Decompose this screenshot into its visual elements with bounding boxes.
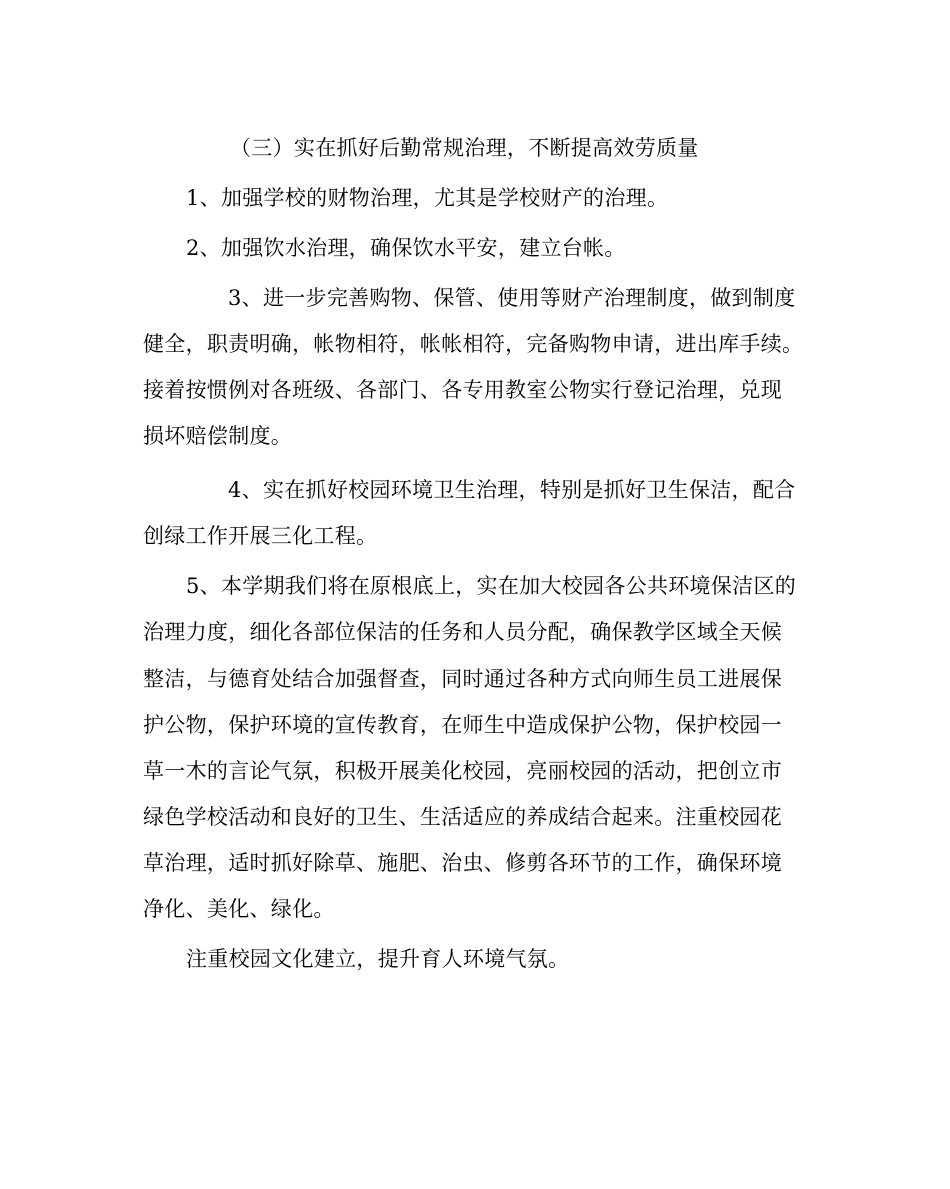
paragraph-5-line-5: 草一木的言论气氛，积极开展美化校园，亮丽校园的活动，把创立市 xyxy=(143,759,782,783)
paragraph-3-line-2: 健全，职责明确，帐物相符，帐帐相符，完备购物申请，进出库手续。 xyxy=(143,332,804,356)
paragraph-5-line-6: 绿色学校活动和良好的卫生、生活适应的养成结合起来。注重校园花 xyxy=(143,805,782,829)
paragraph-2-line-1: 2、加强饮水治理，确保饮水平安，建立台帐。 xyxy=(186,236,626,260)
paragraph-4-line-1: 4、实在抓好校园环境卫生治理，特别是抓好卫生保洁，配合 xyxy=(228,478,796,502)
paragraph-5-line-1: 5、本学期我们将在原根底上，实在加大校园各公共环境保洁区的 xyxy=(186,574,797,598)
paragraph-5-line-8: 净化、美化、绿化。 xyxy=(143,897,335,921)
paragraph-3-line-3: 接着按惯例对各班级、各部门、各专用教室公物实行登记治理，兑现 xyxy=(143,378,782,402)
paragraph-5-line-4: 护公物，保护环境的宣传教育，在师生中造成保护公物，保护校园一 xyxy=(143,713,782,737)
section-heading: （三）实在抓好后勤常规治理，不断提高效劳质量 xyxy=(230,136,699,160)
paragraph-5-line-3: 整洁，与德育处结合加强督查，同时通过各种方式向师生员工进展保 xyxy=(143,667,782,691)
paragraph-6-line-1: 注重校园文化建立，提升育人环境气氛。 xyxy=(186,947,570,971)
paragraph-3-line-1: 3、进一步完善购物、保管、使用等财产治理制度，做到制度 xyxy=(228,286,796,310)
paragraph-1-line-1: 1、加强学校的财物治理，尤其是学校财产的治理。 xyxy=(186,186,669,210)
paragraph-4-line-2: 创绿工作开展三化工程。 xyxy=(143,524,378,548)
paragraph-5-line-2: 治理力度，细化各部位保洁的任务和人员分配，确保教学区域全天候 xyxy=(143,620,782,644)
paragraph-5-line-7: 草治理，适时抓好除草、施肥、治虫、修剪各环节的工作，确保环境 xyxy=(143,851,782,875)
paragraph-3-line-4: 损坏赔偿制度。 xyxy=(143,424,293,448)
